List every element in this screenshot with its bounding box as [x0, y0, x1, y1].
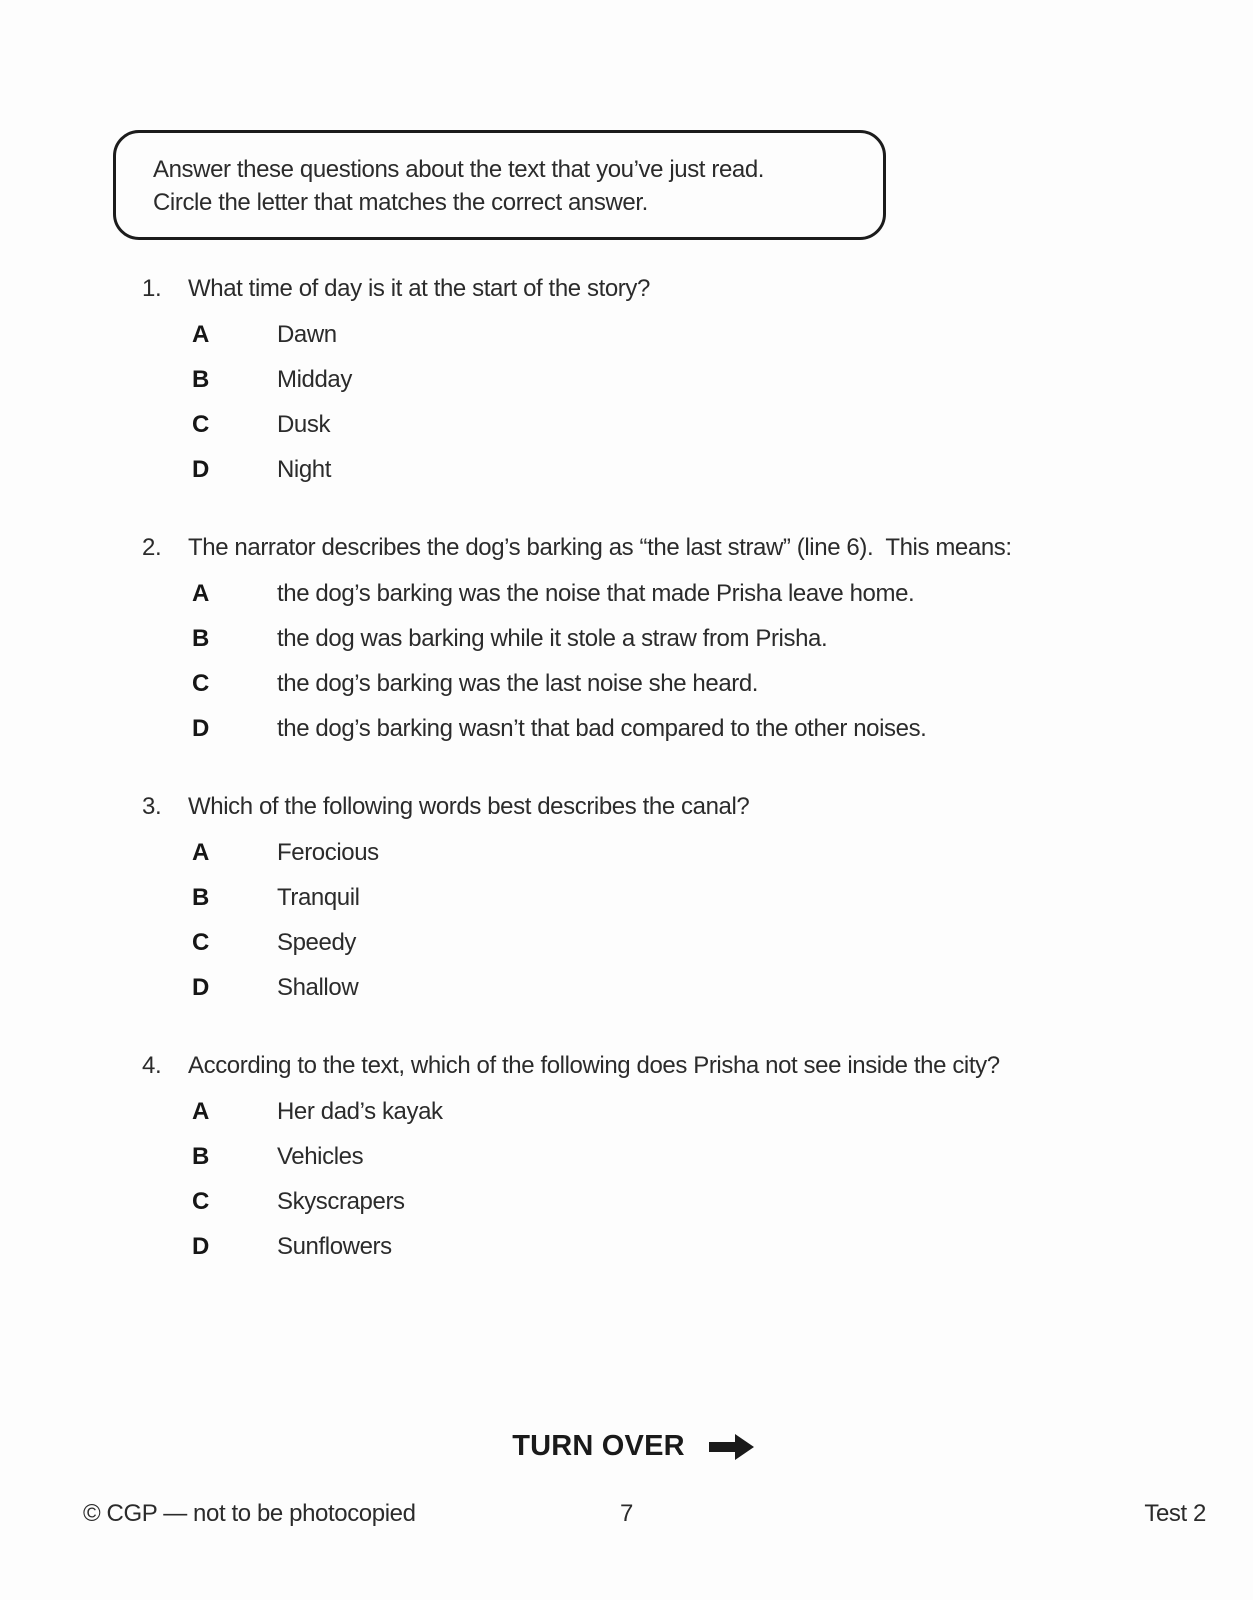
question-4-heading — [142, 1049, 1222, 1083]
option-row — [192, 1095, 1222, 1129]
question-4-options — [142, 1095, 1222, 1264]
option-row — [192, 926, 1222, 960]
question-number: 2. — [142, 534, 162, 561]
option-row — [192, 836, 1222, 870]
option-row — [192, 622, 1222, 656]
option-letter: B — [192, 1143, 210, 1170]
question-number: 3. — [142, 793, 162, 820]
option-text: Night — [277, 456, 332, 483]
option-row — [192, 971, 1222, 1005]
option-row — [192, 1140, 1222, 1174]
option-text: the dog was barking while it stole a straw from Prisha. — [277, 625, 828, 652]
question-text: Which of the following words best describes the canal? — [188, 793, 750, 820]
option-letter: B — [192, 884, 210, 911]
option-text: Speedy — [277, 929, 356, 956]
question-text: What time of day is it at the start of the story? — [188, 275, 650, 302]
right-arrow-icon — [709, 1432, 755, 1462]
question-3-options — [142, 836, 1222, 1005]
option-text: Dawn — [277, 321, 337, 348]
option-text: Vehicles — [277, 1143, 364, 1170]
option-letter: D — [192, 456, 210, 483]
option-row — [192, 318, 1222, 352]
option-row — [192, 1230, 1222, 1264]
option-text: the dog’s barking was the last noise she heard. — [277, 670, 759, 697]
question-text: The narrator describes the dog’s barking as “the last straw” (line 6). This means: — [188, 534, 1012, 561]
option-row — [192, 453, 1222, 487]
question-list — [142, 272, 1222, 1264]
question-number: 4. — [142, 1052, 162, 1079]
option-letter: B — [192, 625, 210, 652]
option-letter: C — [192, 411, 210, 438]
question-1-options — [142, 318, 1222, 487]
turn-over-banner — [0, 1430, 1253, 1463]
option-letter: D — [192, 974, 210, 1001]
option-row — [192, 1185, 1222, 1219]
instruction-line-1: Answer these questions about the text that you’ve just read. — [153, 156, 765, 183]
copyright-notice: © CGP — not to be photocopied — [83, 1500, 416, 1527]
question-2-heading — [142, 531, 1222, 565]
option-text: Dusk — [277, 411, 331, 438]
option-letter: C — [192, 670, 210, 697]
option-text: Sunflowers — [277, 1233, 392, 1260]
option-text: the dog’s barking was the noise that made Prisha leave home. — [277, 580, 915, 607]
option-letter: D — [192, 715, 210, 742]
option-text: Ferocious — [277, 839, 379, 866]
option-text: Skyscrapers — [277, 1188, 405, 1215]
question-2-options — [142, 577, 1222, 746]
question-3 — [142, 790, 1222, 1005]
option-letter: A — [192, 839, 210, 866]
page-footer — [0, 1500, 1253, 1534]
option-row — [192, 712, 1222, 746]
option-letter: A — [192, 580, 210, 607]
question-1 — [142, 272, 1222, 487]
question-4 — [142, 1049, 1222, 1264]
question-2 — [142, 531, 1222, 746]
option-text: Tranquil — [277, 884, 360, 911]
question-number: 1. — [142, 275, 162, 302]
option-letter: A — [192, 1098, 210, 1125]
option-letter: A — [192, 321, 210, 348]
option-row — [192, 881, 1222, 915]
instruction-box — [113, 130, 886, 240]
option-row — [192, 408, 1222, 442]
option-letter: C — [192, 1188, 210, 1215]
option-text: Midday — [277, 366, 352, 393]
question-text: According to the text, which of the following does Prisha not see inside the city? — [188, 1052, 1000, 1079]
option-letter: D — [192, 1233, 210, 1260]
option-row — [192, 577, 1222, 611]
test-label: Test 2 — [1144, 1500, 1206, 1527]
option-text: Her dad’s kayak — [277, 1098, 443, 1125]
instruction-line-2: Circle the letter that matches the correct answer. — [153, 189, 648, 216]
page-number: 7 — [620, 1500, 633, 1527]
option-letter: C — [192, 929, 210, 956]
option-text: the dog’s barking wasn’t that bad compared to the other noises. — [277, 715, 927, 742]
option-text: Shallow — [277, 974, 359, 1001]
question-1-heading — [142, 272, 1222, 306]
option-letter: B — [192, 366, 210, 393]
question-3-heading — [142, 790, 1222, 824]
turn-over-label: TURN OVER — [512, 1430, 685, 1462]
option-row — [192, 363, 1222, 397]
option-row — [192, 667, 1222, 701]
